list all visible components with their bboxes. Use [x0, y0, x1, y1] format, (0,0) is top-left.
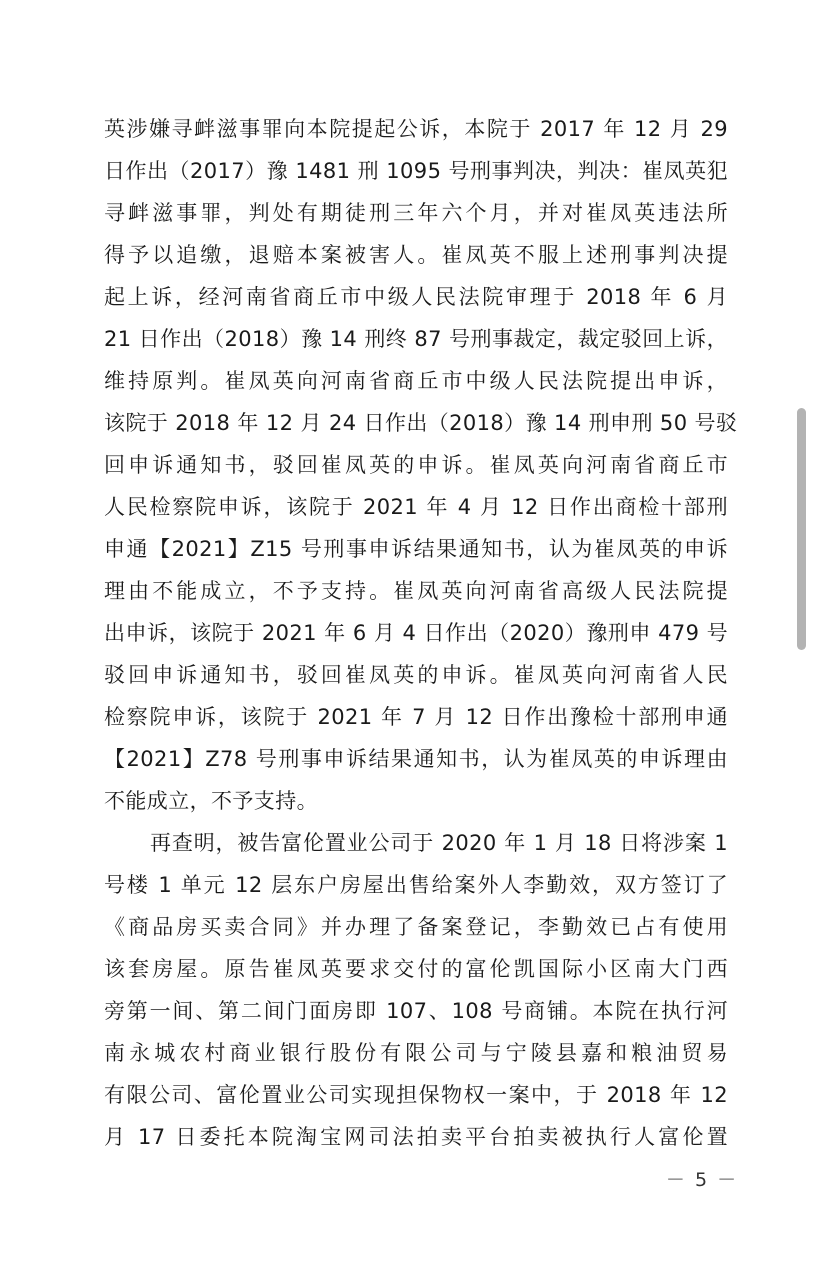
- text-line: 寻衅滋事罪，判处有期徒刑三年六个月，并对崔凤英违法所: [104, 201, 728, 225]
- text-line: 人民检察院申诉，该院于 2021 年 4 月 12 日作出商检十部刑: [104, 495, 728, 519]
- text-line: 检察院申诉，该院于 2021 年 7 月 12 日作出豫检十部刑申通: [104, 705, 728, 729]
- text-line: 月 17 日委托本院淘宝网司法拍卖平台拍卖被执行人富伦置: [104, 1125, 728, 1149]
- text-line: 起上诉，经河南省商丘市中级人民法院审理于 2018 年 6 月: [104, 285, 728, 309]
- text-line: 维持原判。崔凤英向河南省商丘市中级人民法院提出申诉，: [104, 369, 728, 393]
- vertical-scrollbar[interactable]: [797, 408, 806, 650]
- text-line: 【2021】Z78 号刑事申诉结果通知书，认为崔凤英的申诉理由: [104, 747, 728, 771]
- text-line: 得予以追缴，退赔本案被害人。崔凤英不服上述刑事判决提: [104, 243, 728, 267]
- text-line: 《商品房买卖合同》并办理了备案登记，李勤效已占有使用: [104, 915, 728, 939]
- text-line: 21 日作出（2018）豫 14 刑终 87 号刑事裁定，裁定驳回上诉，: [104, 327, 728, 351]
- text-line: 英涉嫌寻衅滋事罪向本院提起公诉，本院于 2017 年 12 月 29: [104, 117, 728, 141]
- text-line: 申通【2021】Z15 号刑事申诉结果通知书，认为崔凤英的申诉: [104, 537, 728, 561]
- text-line: 理由不能成立，不予支持。崔凤英向河南省高级人民法院提: [104, 579, 728, 603]
- text-line: 驳回申诉通知书，驳回崔凤英的申诉。崔凤英向河南省人民: [104, 663, 728, 687]
- page-number: － 5 －: [665, 1169, 739, 1191]
- text-line: 旁第一间、第二间门面房即 107、108 号商铺。本院在执行河: [104, 999, 728, 1023]
- text-line: 南永城农村商业银行股份有限公司与宁陵县嘉和粮油贸易: [104, 1041, 728, 1065]
- text-line: 有限公司、富伦置业公司实现担保物权一案中，于 2018 年 12: [104, 1083, 728, 1107]
- text-line: 日作出（2017）豫 1481 刑 1095 号刑事判决，判决：崔凤英犯: [104, 159, 728, 183]
- text-line: 号楼 1 单元 12 层东户房屋出售给案外人李勤效，双方签订了: [104, 873, 728, 897]
- text-line: 出申诉，该院于 2021 年 6 月 4 日作出（2020）豫刑申 479 号: [104, 621, 728, 645]
- text-line: 该院于 2018 年 12 月 24 日作出（2018）豫 14 刑申刑 50 号驳: [104, 411, 738, 435]
- paragraph-first-line: 再查明，被告富伦置业公司于 2020 年 1 月 18 日将涉案 1: [150, 831, 728, 855]
- text-line: 不能成立，不予支持。: [104, 789, 318, 813]
- text-line: 回申诉通知书，驳回崔凤英的申诉。崔凤英向河南省商丘市: [104, 453, 728, 477]
- text-line: 该套房屋。原告崔凤英要求交付的富伦凯国际小区南大门西: [104, 957, 728, 981]
